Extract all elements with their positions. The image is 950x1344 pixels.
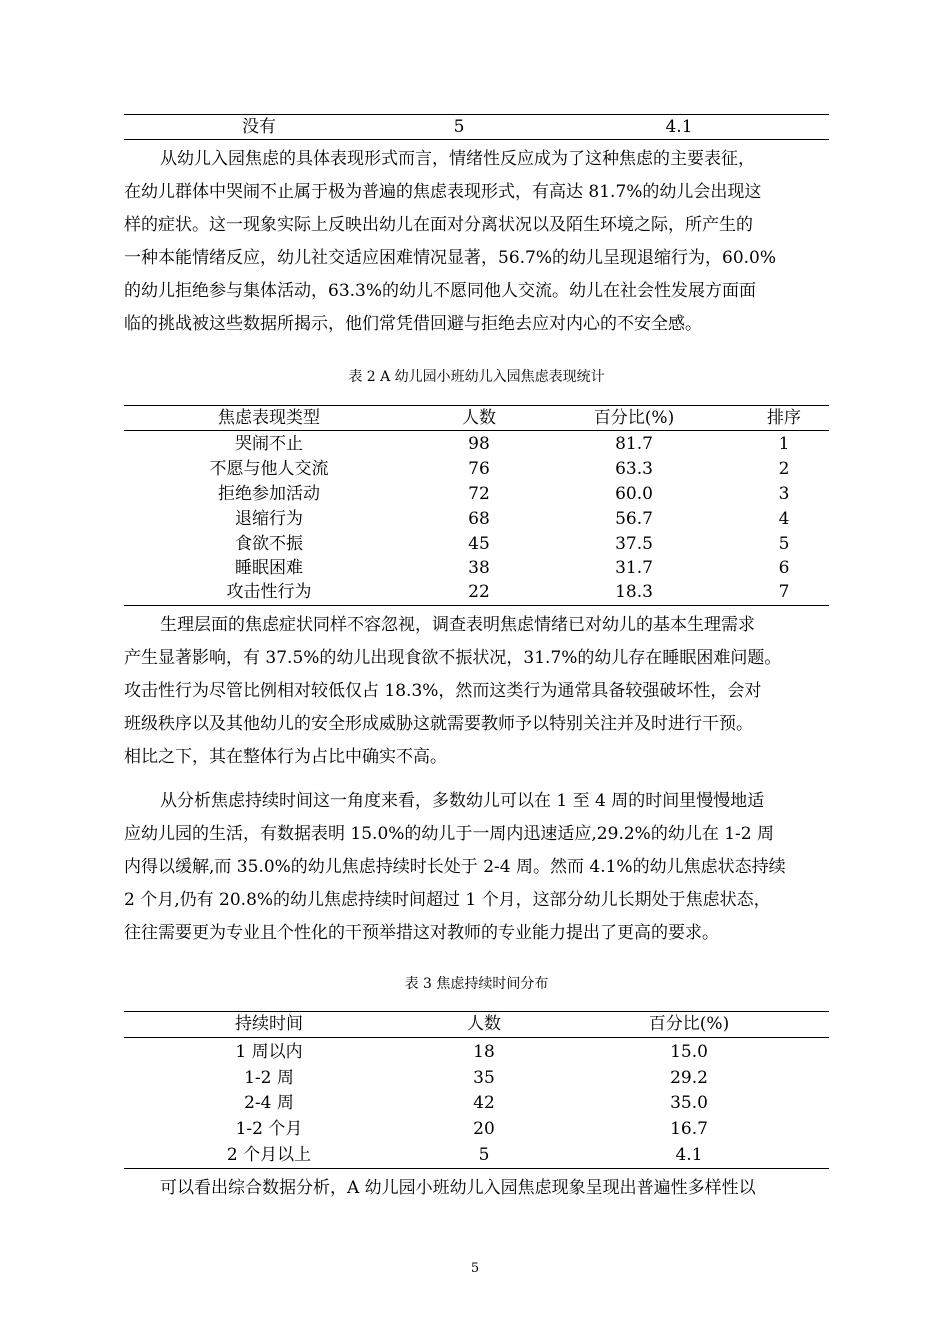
table2-row [124, 482, 829, 507]
paragraph-1 [124, 143, 839, 341]
text-line: 可以看出综合数据分析，A 幼儿园小班幼儿入园焦虑现象呈现出普遍性多样性以 [160, 1178, 756, 1198]
table2-header: 人数 [462, 408, 496, 428]
table3-cell: 29.2 [670, 1068, 708, 1088]
text-line: 从幼儿入园焦虑的具体表现形式而言，情绪性反应成为了这种焦虑的主要表征， [160, 149, 755, 169]
table2-row [124, 556, 829, 581]
text-line: 临的挑战被这些数据所揭示，他们常凭借回避与拒绝去应对内心的不安全感。 [124, 314, 702, 334]
table3-cell: 35 [473, 1068, 495, 1088]
text-line: 2 个月,仍有 20.8%的幼儿焦虑持续时间超过 1 个月，这部分幼儿长期处于焦虑状态， [124, 890, 771, 910]
table2-cell: 68 [468, 509, 490, 529]
table2-cell: 退缩行为 [235, 509, 303, 529]
table2-cell: 37.5 [615, 534, 653, 554]
table2-caption: 表 2 A 幼儿园小班幼儿入园焦虑表现统计 [348, 369, 605, 385]
table3-cell: 2 个月以上 [226, 1145, 312, 1165]
table2-cell: 7 [778, 582, 790, 602]
table1-cell: 5 [453, 117, 465, 137]
table2-cell: 拒绝参加活动 [218, 484, 320, 504]
table3-bottom-rule [124, 1168, 829, 1169]
table2-cell: 6 [778, 558, 790, 578]
table2-cell: 56.7 [615, 509, 653, 529]
table3-row [124, 1091, 829, 1116]
paragraph-2 [124, 609, 839, 774]
table3-cell: 4.1 [675, 1145, 703, 1165]
table2-cell: 81.7 [615, 434, 653, 454]
table2-header: 排序 [767, 408, 801, 428]
table2-cell: 攻击性行为 [226, 582, 312, 602]
table3-row [124, 1117, 829, 1142]
table2-cell: 38 [468, 558, 490, 578]
table2-header-row [124, 406, 829, 431]
table3-header: 持续时间 [235, 1014, 303, 1034]
table2-cell: 60.0 [615, 484, 653, 504]
table2-cell: 31.7 [615, 558, 653, 578]
table3-cell: 2-4 周 [244, 1093, 294, 1113]
table2-cell: 3 [778, 484, 790, 504]
table2-row [124, 507, 829, 532]
table2-cell: 45 [468, 534, 490, 554]
table2-cell: 22 [468, 582, 490, 602]
paragraph-3 [124, 785, 839, 950]
table3-cell: 5 [478, 1145, 490, 1165]
table2-cell: 睡眠困难 [235, 558, 303, 578]
text-line: 往往需要更为专业且个性化的干预举措这对教师的专业能力提出了更高的要求。 [124, 923, 719, 943]
paragraph-4 [124, 1172, 839, 1205]
table3-header-rule [124, 1037, 829, 1038]
table2-row [124, 580, 829, 605]
table2-cell: 63.3 [615, 459, 653, 479]
table3-row [124, 1040, 829, 1065]
table3-cell: 1-2 周 [244, 1068, 294, 1088]
table2-header-rule [124, 430, 829, 431]
text-line: 在幼儿群体中哭闹不止属于极为普遍的焦虑表现形式，有高达 81.7%的幼儿会出现这 [124, 182, 762, 202]
table2-cell: 5 [778, 534, 790, 554]
table1-bottom-rule [124, 139, 829, 140]
text-line: 生理层面的焦虑症状同样不容忽视，调查表明焦虑情绪已对幼儿的基本生理需求 [160, 615, 755, 635]
table2-cell: 1 [778, 434, 790, 454]
table3-header: 人数 [467, 1014, 501, 1034]
table2-row [124, 432, 829, 457]
text-line: 样的症状。这一现象实际上反映出幼儿在面对分离状况以及陌生环境之际，所产生的 [124, 215, 753, 235]
text-line: 一种本能情绪反应，幼儿社交适应困难情况显著，56.7%的幼儿呈现退缩行为，60.0% [124, 248, 777, 268]
table2-header: 百分比(%) [593, 408, 675, 428]
table2-cell: 18.3 [615, 582, 653, 602]
table2-cell: 哭闹不止 [235, 434, 303, 454]
table2-cell: 不愿与他人交流 [209, 459, 329, 479]
text-line: 内得以缓解,而 35.0%的幼儿焦虑持续时长处于 2-4 周。然而 4.1%的幼儿焦虑状态持续 [124, 857, 786, 877]
table2-cell: 2 [778, 459, 790, 479]
table1-cell: 4.1 [665, 117, 693, 137]
table2-row [124, 532, 829, 557]
table2-row [124, 457, 829, 482]
table2-cell: 76 [468, 459, 490, 479]
table1-row [124, 115, 829, 140]
table3-header: 百分比(%) [648, 1014, 730, 1034]
text-line: 应幼儿园的生活，有数据表明 15.0%的幼儿于一周内迅速适应,29.2%的幼儿在 1-2 周 [124, 824, 774, 844]
table2-header: 焦虑表现类型 [218, 408, 320, 428]
text-line: 产生显著影响，有 37.5%的幼儿出现食欲不振状况，31.7%的幼儿存在睡眠困难问题。 [124, 648, 782, 668]
table3-cell: 1 周以内 [235, 1042, 303, 1062]
table3-cell: 42 [473, 1093, 495, 1113]
text-line: 从分析焦虑持续时间这一角度来看，多数幼儿可以在 1 至 4 周的时间里慢慢地适 [160, 791, 765, 811]
table1-cell: 没有 [242, 117, 276, 137]
table3-cell: 16.7 [670, 1119, 708, 1139]
table3-cell: 20 [473, 1119, 495, 1139]
table3-cell: 35.0 [670, 1093, 708, 1113]
table2-cell: 72 [468, 484, 490, 504]
text-line: 的幼儿拒绝参与集体活动，63.3%的幼儿不愿同他人交流。幼儿在社会性发展方面面 [124, 281, 757, 301]
page-number: 5 [470, 1261, 480, 1276]
table2-bottom-rule [124, 605, 829, 606]
text-line: 攻击性行为尽管比例相对较低仅占 18.3%，然而这类行为通常具备较强破坏性，会对 [124, 681, 762, 701]
text-line: 相比之下，其在整体行为占比中确实不高。 [124, 747, 447, 767]
table3-cell: 15.0 [670, 1042, 708, 1062]
table3-header-row [124, 1012, 829, 1037]
table3-cell: 18 [473, 1042, 495, 1062]
table3-row [124, 1066, 829, 1091]
table2-cell: 98 [468, 434, 490, 454]
table2-cell: 4 [778, 509, 790, 529]
table3-row [124, 1143, 829, 1168]
text-line: 班级秩序以及其他幼儿的安全形成威胁这就需要教师予以特别关注并及时进行干预。 [124, 714, 753, 734]
table3-caption: 表 3 焦虑持续时间分布 [404, 976, 549, 992]
table2-cell: 食欲不振 [235, 534, 303, 554]
table3-cell: 1-2 个月 [235, 1119, 303, 1139]
